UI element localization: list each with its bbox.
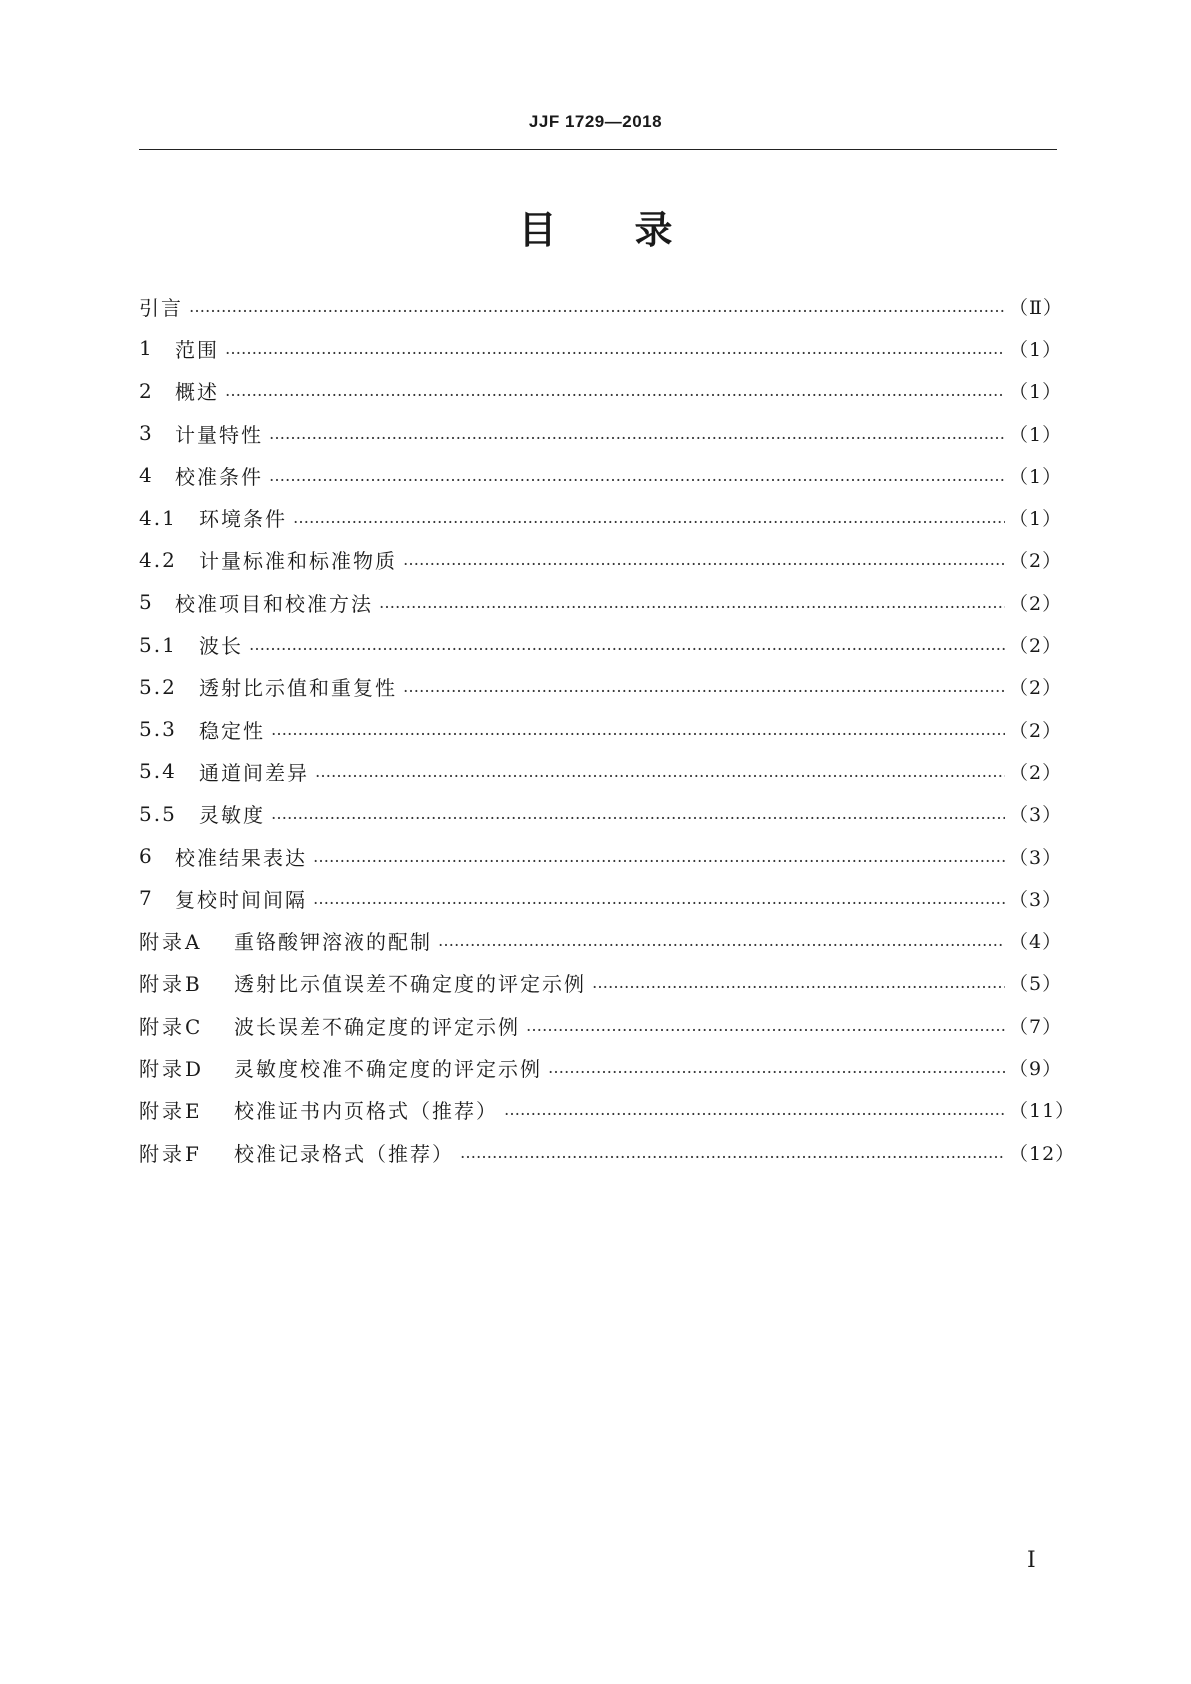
toc-leader-dots [403,550,1005,569]
toc-entry-label: 通道间差异 [199,760,309,785]
toc-entry[interactable] [139,708,1063,750]
toc-leader-dots [460,1143,1005,1162]
toc-leader-dots [189,297,1005,316]
toc-entry-label: 波长 [199,634,243,659]
toc-entry-page: （3） [1009,846,1063,869]
toc-entry-label: 范围 [175,337,219,362]
toc-entry-label: 引言 [139,295,183,320]
toc-entry[interactable] [139,412,1063,454]
toc-entry[interactable] [139,666,1063,708]
toc-entry-number: 4.1 [139,505,177,530]
toc-entry-page: （1） [1009,338,1063,361]
toc-entry-number: 5.3 [139,717,177,742]
toc-entry[interactable] [139,835,1063,877]
toc-entry-number: 5.2 [139,674,177,699]
toc-entry-page: （2） [1009,761,1063,784]
toc-leader-dots [548,1058,1005,1077]
title-char-1: 目 [518,208,557,252]
page-title [0,205,1191,255]
toc-entry-page: （5） [1009,973,1063,996]
toc-entry[interactable] [139,539,1063,581]
toc-entry-label: 校准项目和校准方法 [175,591,373,616]
toc-entry-number: 附录F [139,1141,202,1166]
toc-entry-number: 4 [139,463,154,488]
toc-entry-number: 5.5 [139,801,177,826]
toc-entry-label: 校准条件 [175,464,263,489]
toc-entry[interactable] [139,327,1063,369]
toc-entry-page: （3） [1009,888,1063,911]
toc-entry-page: （2） [1009,677,1063,700]
toc-entry-page: （Ⅱ） [1009,296,1063,319]
header-rule [139,149,1057,150]
toc-entry-number: 5.1 [139,632,177,657]
toc-entry-page: （1） [1009,465,1063,488]
toc-entry-label: 概述 [175,380,219,405]
title-char-2: 录 [634,208,673,252]
toc-entry[interactable] [139,1131,1076,1173]
toc-entry-label: 透射比示值和重复性 [199,676,397,701]
toc-leader-dots [526,1016,1005,1035]
toc-leader-dots [269,466,1005,485]
toc-entry-page: （2） [1009,635,1063,658]
toc-leader-dots [271,720,1005,739]
toc-entry-label: 重铬酸钾溶液的配制 [234,930,432,955]
toc-entry[interactable] [139,877,1063,919]
toc-leader-dots [313,889,1005,908]
toc-entry-number: 附录C [139,1014,204,1039]
toc-entry[interactable] [139,962,1063,1004]
toc-entry-page: （1） [1009,381,1063,404]
toc-leader-dots [293,508,1005,527]
toc-entry[interactable] [139,1089,1076,1131]
toc-entry-label: 计量标准和标准物质 [199,549,397,574]
toc-entry-label: 稳定性 [199,718,265,743]
toc-entry-number: 附录B [139,972,203,997]
toc-entry[interactable] [139,581,1063,623]
toc-leader-dots [315,762,1005,781]
toc-entry-page: （1） [1009,423,1063,446]
toc-entry-number: 5 [139,590,154,615]
toc-entry[interactable] [139,496,1063,538]
toc-entry-page: （12） [1009,1142,1076,1165]
toc-entry-label: 环境条件 [199,507,287,532]
toc-entry-number: 5.4 [139,759,177,784]
toc-entry-label: 校准证书内页格式（推荐） [234,1099,498,1124]
toc-entry-number: 6 [139,844,154,868]
toc-leader-dots [504,1100,1005,1119]
toc-entry-label: 校准结果表达 [175,845,307,870]
toc-entry[interactable] [139,1046,1063,1088]
toc-leader-dots [271,804,1005,823]
toc-leader-dots [313,847,1005,866]
toc-entry-number: 2 [139,378,154,403]
toc-entry[interactable] [139,1004,1063,1046]
toc-entry-label: 校准记录格式（推荐） [234,1141,454,1166]
toc-entry[interactable] [139,793,1063,835]
toc-entry-number: 附录E [139,1099,203,1124]
toc-leader-dots [225,339,1005,358]
toc-leader-dots [269,424,1005,443]
toc-entry[interactable] [139,285,1063,327]
toc-entry-number: 附录A [139,930,203,955]
toc-leader-dots [379,593,1005,612]
toc-entry-number: 1 [139,336,154,361]
page-number: Ⅰ [1027,1548,1036,1573]
toc-entry[interactable] [139,919,1063,961]
toc-entry-page: （1） [1009,508,1063,531]
toc-entry-number: 附录D [139,1056,205,1081]
toc-leader-dots [438,931,1005,950]
toc-leader-dots [592,973,1005,992]
toc-entry[interactable] [139,750,1063,792]
toc-entry-label: 复校时间间隔 [175,887,307,912]
toc-leader-dots [249,635,1005,654]
table-of-contents [139,285,1076,1173]
toc-entry-label: 灵敏度 [199,803,265,828]
toc-entry-page: （2） [1009,550,1063,573]
toc-entry-page: （11） [1009,1100,1076,1123]
toc-entry-page: （7） [1009,1015,1063,1038]
toc-entry-number: 4.2 [139,547,177,572]
toc-entry[interactable] [139,370,1063,412]
toc-entry-page: （3） [1009,804,1063,827]
toc-leader-dots [225,381,1005,400]
toc-entry-page: （4） [1009,931,1063,954]
toc-entry[interactable] [139,454,1063,496]
toc-entry-label: 透射比示值误差不确定度的评定示例 [234,972,586,997]
toc-entry-label: 灵敏度校准不确定度的评定示例 [234,1056,542,1081]
toc-entry-label: 波长误差不确定度的评定示例 [234,1014,520,1039]
toc-entry-number: 7 [139,886,154,911]
toc-entry-label: 计量特性 [175,422,263,447]
document-code-header: JJF 1729—2018 [528,112,663,131]
toc-entry-page: （2） [1009,592,1063,615]
toc-entry[interactable] [139,623,1063,665]
toc-entry-page: （2） [1009,719,1063,742]
toc-entry-page: （9） [1009,1057,1063,1080]
toc-entry-number: 3 [139,421,154,446]
toc-leader-dots [403,677,1005,696]
